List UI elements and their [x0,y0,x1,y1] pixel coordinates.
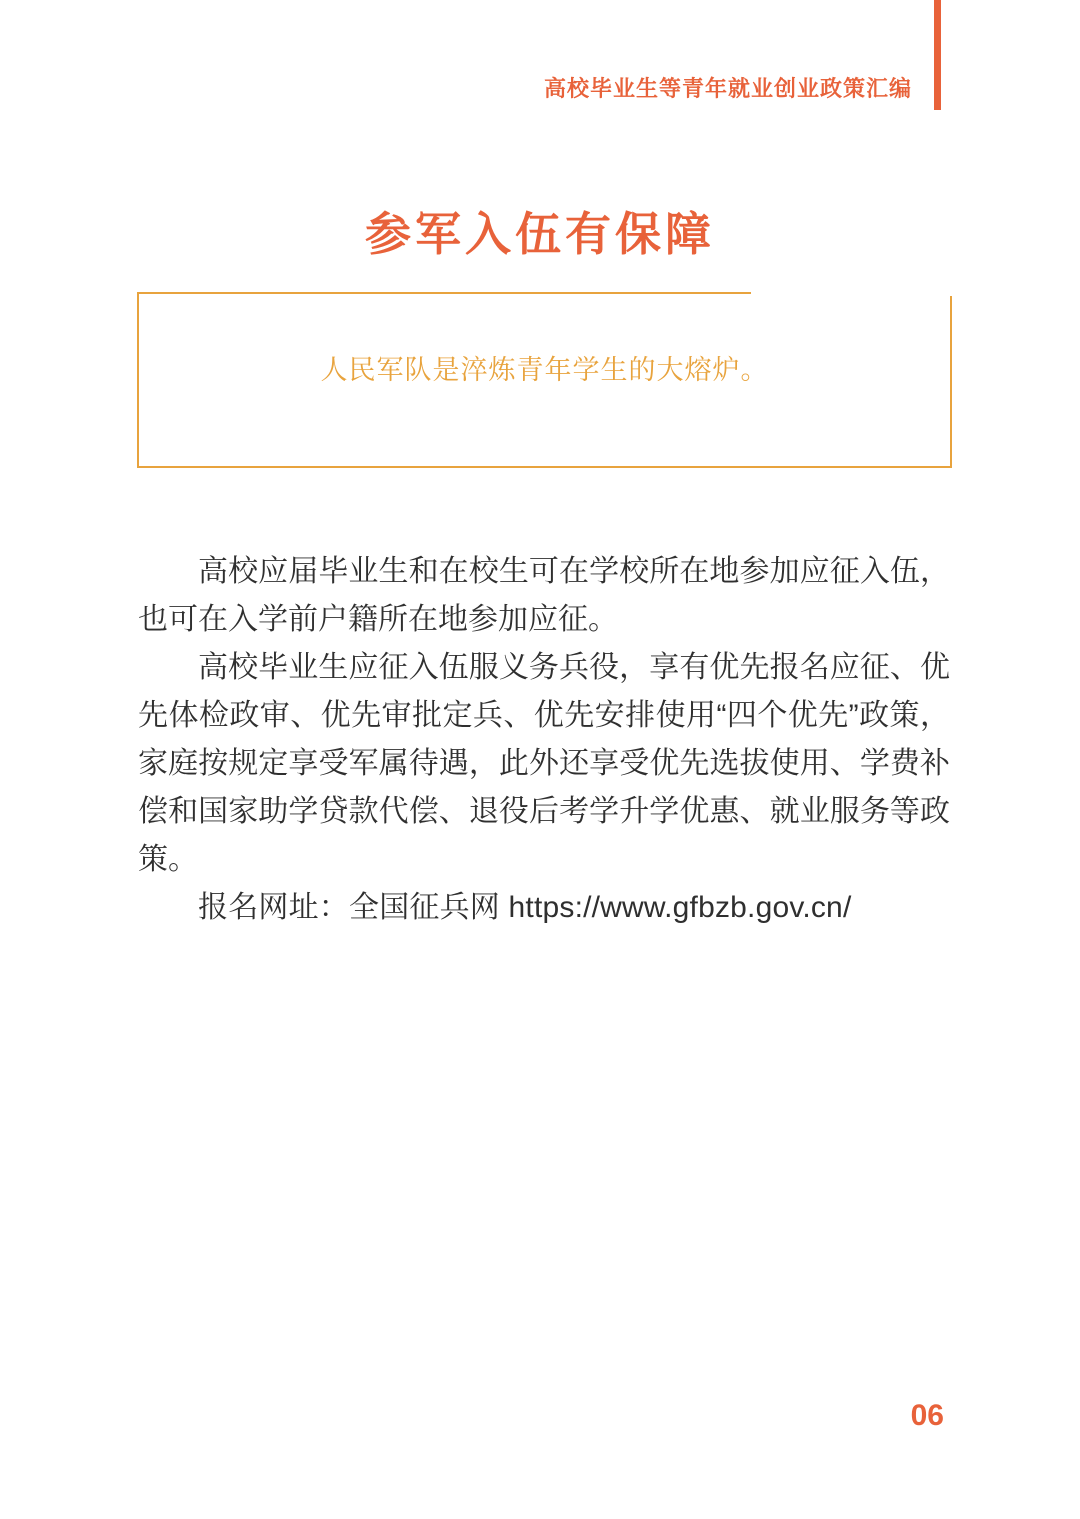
paragraph-3-registration-url: 报名网址：全国征兵网 https://www.gfbzb.gov.cn/ [198,891,852,924]
page-number: 06 [910,1399,944,1432]
paragraph-1: 高校应届毕业生和在校生可在学校所在地参加应征入伍，也可在入学前户籍所在地参加应征。 [138,555,950,636]
paragraph-2: 高校毕业生应征入伍服义务兵役，享有优先报名应征、优先体检政审、优先审批定兵、优先安排使用“四个优先”政策，家庭按规定享受军属待遇，此外还享受优先选拔使用、学费补偿和国家助学贷款代偿、退役后考学升学优惠、就业服务等政策。 [138,651,950,876]
page-title: 参军入伍有保障 [365,208,715,260]
body-copy [138,548,950,932]
header-title: 高校毕业生等青年就业创业政策汇编 [543,76,912,101]
quote-text: 人民军队是淬炼青年学生的大熔炉。 [320,355,769,385]
page-header [0,0,1080,130]
header-accent-bar [934,0,941,110]
quote-box [137,292,952,468]
